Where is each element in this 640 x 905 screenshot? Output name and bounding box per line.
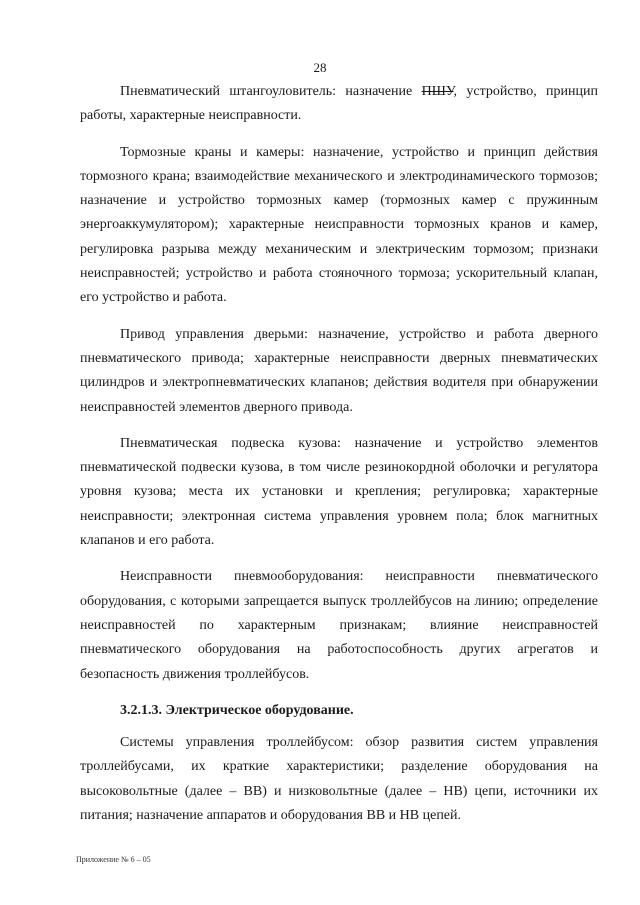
paragraph-pneumatic-rod-catcher [80,80,598,129]
paragraph-control-systems: Системы управления троллейбусом: обзор развития систем управления троллейбусами, их краткие характеристики; разделение оборудования на высоковольтные (далее – ВВ) и низковольтные (далее – НВ) цепи, источники их питания; назначение аппаратов и оборудования ВВ и НВ цепей. [80,735,598,824]
paragraph-text: , устройство, принцип работы, характерные неисправности. [80,84,599,124]
struck-abbreviation: ПШУ [421,84,454,99]
paragraph-text: Пневматический штангоуловитель: назначение [120,84,422,99]
paragraph-brake-valves: Тормозные краны и камеры: назначение, устройство и принцип действия тормозного крана; взаимодействие механического и электродинамического тормозов; назначение и устройство тормозных камер (тормозных камер с пружинным энергоаккумулятором); характерные неисправности тормозных кранов и камер, регулировка разрыва между механическим и электрическим тормозом; признаки неисправностей; устройство и работа стояночного тормоза; ускорительный клапан, его устройство и работа. [80,144,598,306]
body-text [80,80,598,840]
paragraph-door-drive: Привод управления дверьми: назначение, устройство и работа дверного пневматического привода; характерные неисправности дверных пневматических цилиндров и электропневматических клапанов; действия водителя при обнаружении неисправностей элементов дверного привода. [80,326,598,415]
paragraph-pneumatic-faults: Неисправности пневмооборудования: неисправности пневматического оборудования, с которыми запрещается выпуск троллейбусов на линию; определение неисправностей по характерным признакам; влияние неисправностей пневматического оборудования на работоспособность других агрегатов и безопасность движения троллейбусов. [80,569,598,682]
page-number: 28 [313,60,327,75]
section-heading: 3.2.1.3. Электрическое оборудование. [120,702,354,718]
paragraph-air-suspension: Пневматическая подвеска кузова: назначение и устройство элементов пневматической подвески кузова, в том числе резинокордной оболочки и регулятора уровня кузова; места их установки и крепления; регулировка; характерные неисправности; электронная система управления уровнем пола; блок магнитных клапанов и его работа. [80,435,598,549]
footer-note: Приложение № 6 – 05 [76,855,151,864]
